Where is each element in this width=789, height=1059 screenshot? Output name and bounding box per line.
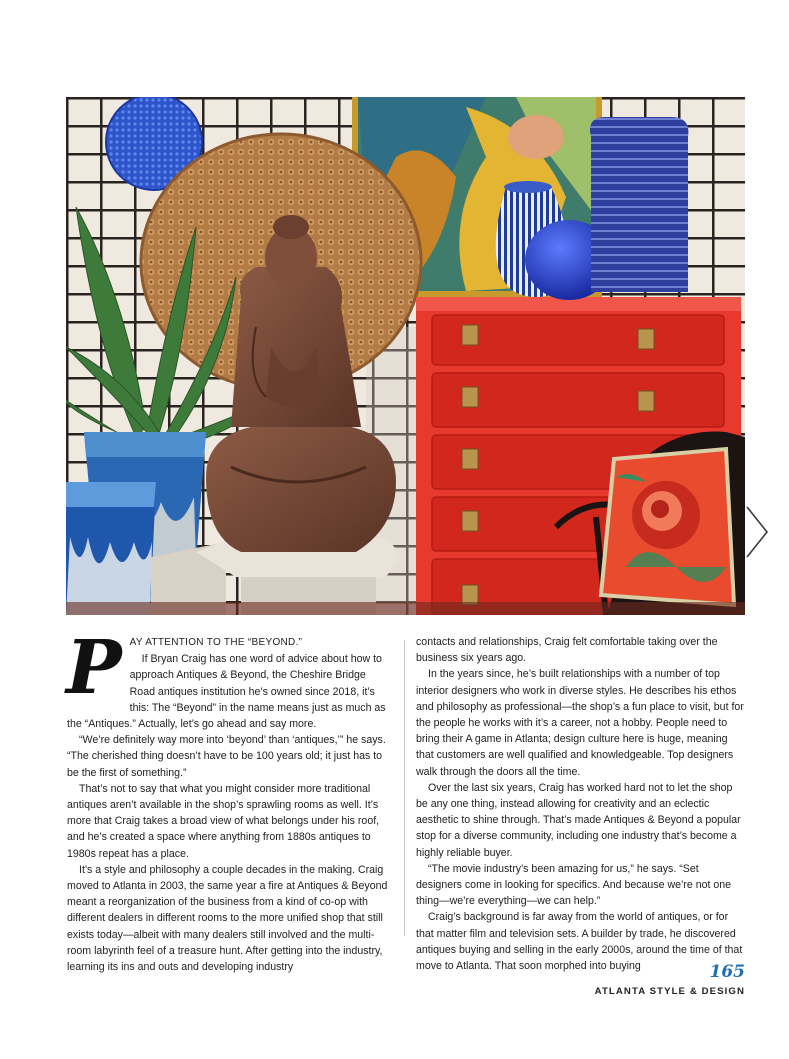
publication-name: ATLANTA STYLE & DESIGN bbox=[594, 986, 745, 997]
paragraph: In the years since, he’s built relationships with a number of top interior designers who work in diverse styles. He describes his ethos and philosophy as professional—the shop’s a fun place to visit, but for the people he works with it’s a career, not a hobby. People need to bring their A game in Atlanta; design culture here is huge, meaning that customers are well qualified and knowledgeable. Top designers walk through the doors all the time. bbox=[416, 668, 744, 778]
paragraph: Over the last six years, Craig has worked hard not to let the shop be any one thing, instead allowing for creativity and an eclectic aesthetic to shine through. That’s made Antiques & Beyond a popular stop for a diverse community, including one industry that’s become a highly reliable buyer. bbox=[416, 781, 741, 859]
page-number: 165 bbox=[709, 962, 745, 982]
next-page-button[interactable] bbox=[744, 505, 770, 559]
photo-illustration bbox=[66, 97, 745, 615]
chevron-right-icon[interactable] bbox=[744, 505, 770, 559]
column-divider bbox=[404, 640, 405, 936]
paragraph: “The movie industry’s been amazing for us,” he says. “Set designers come in looking for specifics. And because we’re not one thing—we’re everything—we can help.” bbox=[416, 862, 732, 908]
article-column-1 bbox=[66, 625, 391, 975]
drop-cap: P bbox=[66, 625, 122, 711]
paragraph: It’s a style and philosophy a couple decades in the making. Craig moved to Atlanta in 2003, the same year a fire at Antiques & Beyond meant a reorganization of the business from a kind of co-op with different dealers in different rooms to the more unified shop that still exists today—albeit with many dealers still involved and the multi-room labyrinth feel of a treasure hunt. After getting into the industry, learning its ins and outs and developing industry bbox=[67, 863, 388, 974]
article-column-2 bbox=[416, 634, 745, 974]
article-photo bbox=[66, 97, 745, 615]
paragraph: “We’re definitely way more into ‘beyond’ than ‘antiques,’” he says. “The cherished thing doesn’t have to be 100 years old; it just has to be the first of something.” bbox=[67, 734, 386, 779]
article-kicker: AY ATTENTION TO THE “BEYOND.” bbox=[129, 637, 303, 648]
paragraph: That’s not to say that what you might consider more traditional antiques aren’t available in the shop’s sprawling rooms as well. It’s more that Craig takes a broad view of what belongs under his roof, and he’s created a space where anything from 1880s antiques to 1980s repeat has a place. bbox=[67, 782, 380, 860]
paragraph: If Bryan Craig has one word of advice about how to approach Antiques & Beyond, the Cheshire Bridge Road antiques institution he’s owned since 2018, it’s this: The “Beyond” in the name means just as much as the “Antiques.” Actually, let’s go ahead and say more. bbox=[67, 653, 386, 731]
paragraph: contacts and relationships, Craig felt comfortable taking over the business six years ago. bbox=[416, 636, 718, 665]
paragraph: Craig’s background is far away from the world of antiques, or for that matter film and television sets. A builder by trade, he discovered antiques buying and selling in the early 2000s, around the time of that move to Atlanta. That soon morphed into buying bbox=[416, 911, 743, 973]
rose-pillow bbox=[601, 449, 734, 605]
